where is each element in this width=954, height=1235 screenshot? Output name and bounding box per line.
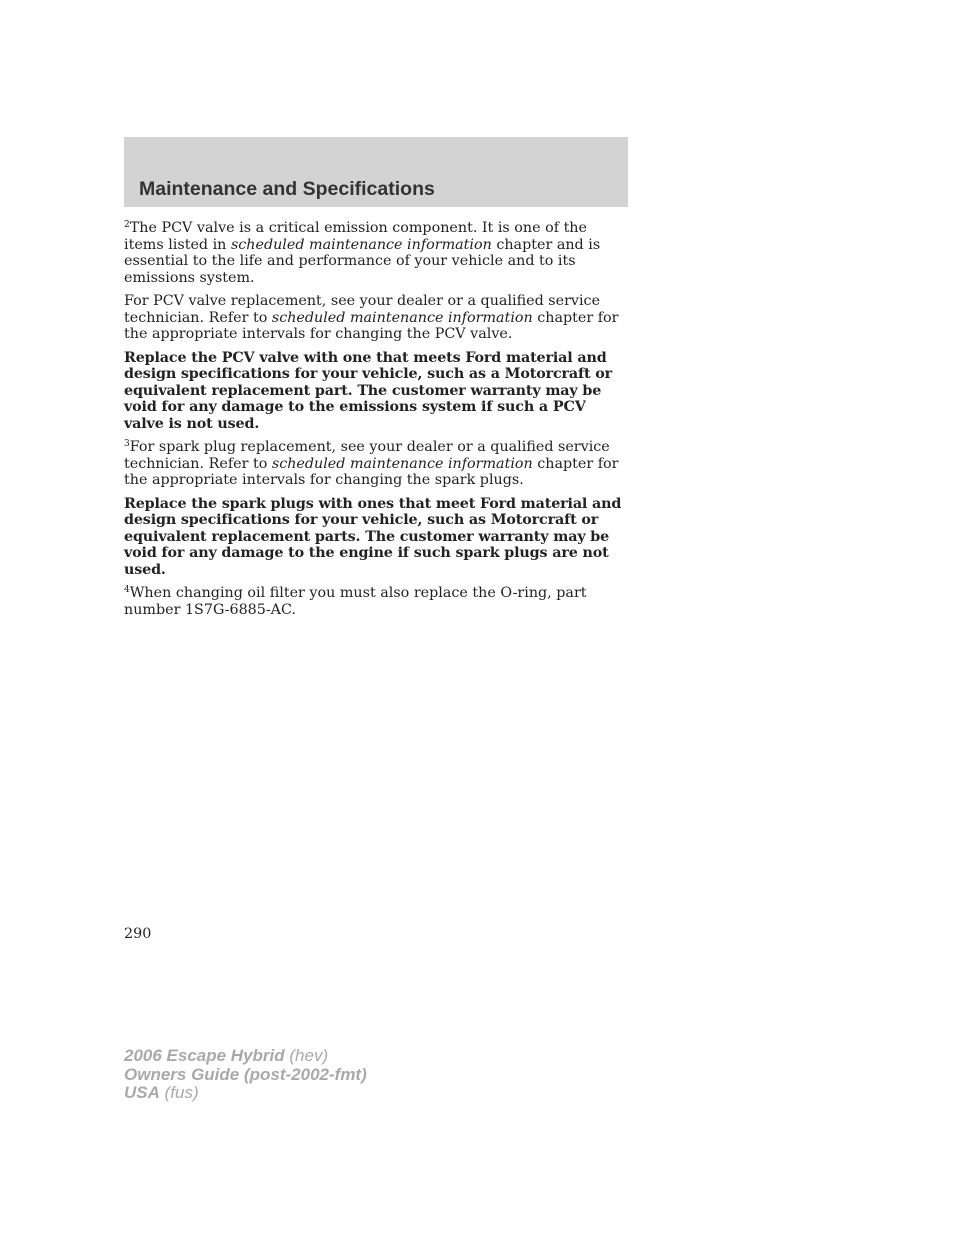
footnote-marker: 2: [124, 220, 130, 230]
paragraph-text: When changing oil filter you must also replace the O-ring, part number 1S7G-6885-AC.: [124, 585, 587, 618]
pcv-warning-paragraph: Replace the PCV valve with one that meets Ford material and design specifications for your vehicle, such as a Motorcraft or equivalent replacement part. The customer warranty may be void for any damage to the emissions system if such a PCV valve is not used.: [124, 349, 613, 432]
footer-market: USA: [124, 1083, 160, 1102]
footer-model-code: (hev): [284, 1046, 329, 1065]
footer-line-model: [124, 1047, 367, 1066]
chapter-reference: scheduled maintenance information: [271, 455, 533, 472]
paragraph-text: The PCV valve is a critical emission component. It is one of the items listed in: [124, 220, 587, 253]
paragraph-text: chapter and is essential to the life and performance of your vehicle and to its emissions system.: [124, 236, 601, 286]
footer-line-guide: [124, 1066, 367, 1085]
page-number: 290: [124, 926, 152, 942]
paragraph-text: chapter for the appropriate intervals for changing the spark plugs.: [124, 455, 619, 488]
section-header-band: [124, 137, 628, 207]
paragraph-text: chapter for the appropriate intervals for changing the PCV valve.: [124, 309, 619, 342]
paragraph-text: For PCV valve replacement, see your dealer or a qualified service technician. Refer to: [124, 293, 601, 326]
pcv-replacement-paragraph: [124, 293, 630, 343]
footer-guide: Owners Guide (post-2002-fmt): [124, 1064, 367, 1084]
footer-model: 2006 Escape Hybrid: [124, 1046, 285, 1065]
footer-market-code: (fus): [159, 1083, 199, 1102]
footnote-3-paragraph: [124, 439, 630, 489]
footnote-4-paragraph: [124, 585, 630, 618]
chapter-reference: scheduled maintenance information: [230, 236, 492, 253]
footnote-marker: 4: [124, 585, 130, 595]
section-title: Maintenance and Specifications: [139, 178, 435, 200]
footnote-marker: 3: [124, 439, 130, 449]
footnote-2-paragraph: [124, 220, 630, 286]
spark-plug-warning-paragraph: Replace the spark plugs with ones that meet Ford material and design specifications for your vehicle, such as Motorcraft or equivalent replacement parts. The customer warranty may be void for any damage to the engine if such spark plugs are not used.: [124, 495, 622, 578]
paragraph-text: For spark plug replacement, see your dealer or a qualified service technician. Refer to: [124, 439, 610, 472]
page-content: [124, 220, 630, 625]
chapter-reference: scheduled maintenance information: [271, 309, 533, 326]
document-footer: [124, 1047, 367, 1103]
footer-line-market: [124, 1084, 367, 1103]
